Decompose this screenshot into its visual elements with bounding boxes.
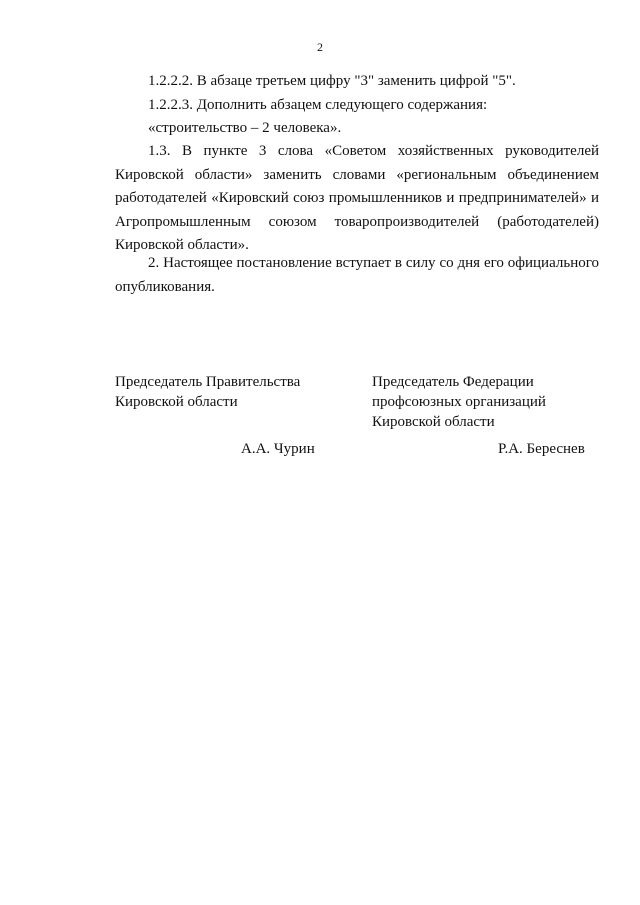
signature-right-name: Р.А. Береснев	[498, 441, 585, 457]
signature-right-title-line-3: Кировской области	[372, 414, 495, 430]
signature-left-title-line-1: Председатель Правительства	[115, 374, 301, 390]
page-number: 2	[317, 40, 323, 54]
signature-right-title-line-1: Председатель Федерации	[372, 374, 534, 390]
clause-1-3: 1.3. В пункте 3 слова «Советом хозяйственных руководителей Кировской области» заменить словами «региональным объединением работодателей «Кировский союз промышленников и предпринимателей» и Агропромышленным союзом товаропроизводителей (работодателей) Кировской области».	[115, 143, 599, 253]
signature-left-name: А.А. Чурин	[241, 441, 315, 457]
signature-left-title-line-2: Кировской области	[115, 394, 238, 410]
signature-left-title	[115, 372, 335, 412]
clause-quote: «строительство – 2 человека».	[148, 120, 342, 136]
signature-right-title-line-2: профсоюзных организаций	[372, 394, 546, 410]
clause-1-2-2-2: 1.2.2.2. В абзаце третьем цифру "3" заменить цифрой "5".	[148, 73, 516, 89]
clause-2: 2. Настоящее постановление вступает в силу со дня его официального опубликования.	[115, 255, 599, 295]
clause-1-2-2-3: 1.2.2.3. Дополнить абзацем следующего содержания:	[148, 96, 488, 113]
signature-right-title	[372, 372, 602, 432]
